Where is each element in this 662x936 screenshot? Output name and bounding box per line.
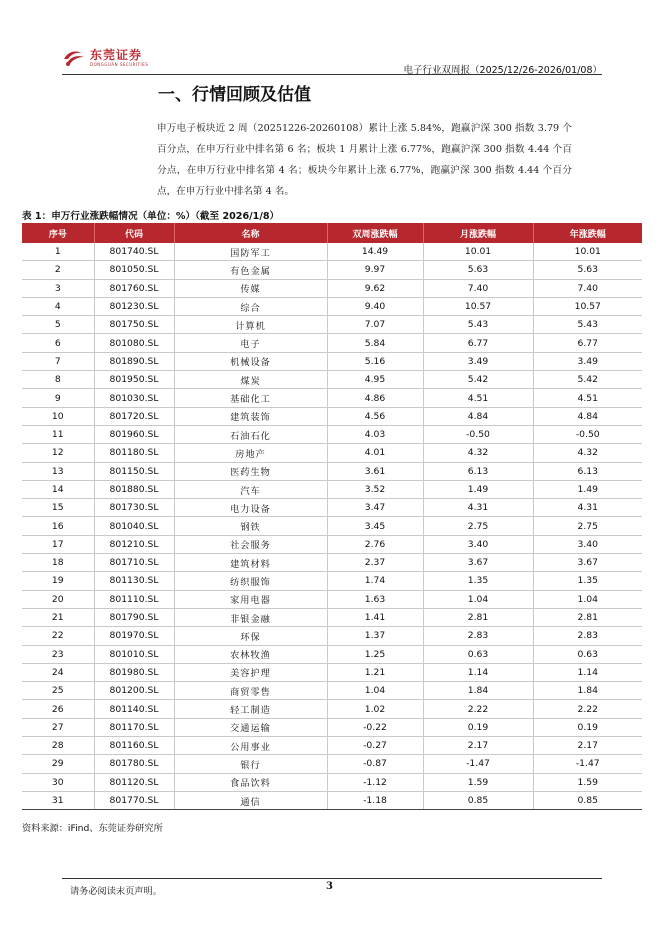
table-cell: 801960.SL <box>94 425 174 443</box>
table-cell: 机械设备 <box>174 352 327 370</box>
table-body <box>22 243 642 810</box>
table-cell: 5.42 <box>423 371 533 389</box>
table-cell: 2.76 <box>327 535 423 553</box>
table-cell: 801150.SL <box>94 462 174 480</box>
table-cell: 801950.SL <box>94 371 174 389</box>
table-cell: 3.49 <box>533 352 642 370</box>
table-cell: 3.49 <box>423 352 533 370</box>
table-cell: 5 <box>22 316 94 334</box>
table-row <box>22 572 642 590</box>
table-cell: 801980.SL <box>94 663 174 681</box>
table-cell: 8 <box>22 371 94 389</box>
table-cell: 11 <box>22 425 94 443</box>
table-caption: 表 1：申万行业涨跌幅情况（单位：%）（截至 2026/1/8） <box>22 211 280 222</box>
table-cell: 2.81 <box>533 608 642 626</box>
table-cell: 4.32 <box>533 444 642 462</box>
table-cell: 801030.SL <box>94 389 174 407</box>
table-cell: 2.17 <box>423 737 533 755</box>
table-cell: 24 <box>22 663 94 681</box>
table-cell: 3.67 <box>423 554 533 572</box>
table-row <box>22 462 642 480</box>
table-cell: 5.63 <box>423 261 533 279</box>
table-cell: 3.52 <box>327 480 423 498</box>
table-cell: 综合 <box>174 297 327 315</box>
column-header: 双周涨跌幅 <box>327 223 423 243</box>
table-cell: 10.01 <box>533 243 642 261</box>
table-cell: 801230.SL <box>94 297 174 315</box>
table-cell: 28 <box>22 737 94 755</box>
table-cell: 1.35 <box>423 572 533 590</box>
table-cell: 801880.SL <box>94 480 174 498</box>
table-cell: 801890.SL <box>94 352 174 370</box>
table-cell: 1.63 <box>327 590 423 608</box>
table-row <box>22 371 642 389</box>
table-cell: 0.85 <box>423 791 533 809</box>
table-cell: 4.51 <box>423 389 533 407</box>
table-cell: 2.17 <box>533 737 642 755</box>
table-cell: 0.63 <box>533 645 642 663</box>
table-cell: 12 <box>22 444 94 462</box>
table-cell: 2.37 <box>327 554 423 572</box>
table-row <box>22 700 642 718</box>
table-cell: 801710.SL <box>94 554 174 572</box>
table-cell: 801970.SL <box>94 627 174 645</box>
table-cell: 公用事业 <box>174 737 327 755</box>
table-cell: -1.47 <box>423 755 533 773</box>
table-row <box>22 334 642 352</box>
table-cell: 5.84 <box>327 334 423 352</box>
table-cell: 1.21 <box>327 663 423 681</box>
table-cell: -0.27 <box>327 737 423 755</box>
table-cell: 27 <box>22 718 94 736</box>
table-cell: 4.03 <box>327 425 423 443</box>
table-cell: 801140.SL <box>94 700 174 718</box>
column-header: 序号 <box>22 223 94 243</box>
table-cell: 2.75 <box>533 517 642 535</box>
table-row <box>22 682 642 700</box>
table-cell: 801010.SL <box>94 645 174 663</box>
table-cell: 5.43 <box>423 316 533 334</box>
table-cell: 商贸零售 <box>174 682 327 700</box>
table-cell: 801170.SL <box>94 718 174 736</box>
table-cell: 801790.SL <box>94 608 174 626</box>
table-cell: 农林牧渔 <box>174 645 327 663</box>
table-row <box>22 389 642 407</box>
table-cell: 2.22 <box>423 700 533 718</box>
table-cell: 25 <box>22 682 94 700</box>
table-cell: 6.13 <box>423 462 533 480</box>
table-cell: 3 <box>22 279 94 297</box>
table-cell: 7.07 <box>327 316 423 334</box>
table-cell: 31 <box>22 791 94 809</box>
table-cell: 10.01 <box>423 243 533 261</box>
table-cell: 家用电器 <box>174 590 327 608</box>
table-cell: 3.45 <box>327 517 423 535</box>
logo-cn: 东莞证券 <box>90 47 143 62</box>
table-row <box>22 243 642 261</box>
table-header-row <box>22 223 642 243</box>
table-cell: 26 <box>22 700 94 718</box>
table-cell: 16 <box>22 517 94 535</box>
table-cell: 0.63 <box>423 645 533 663</box>
table-cell: 10.57 <box>533 297 642 315</box>
table-row <box>22 535 642 553</box>
table-cell: 9.62 <box>327 279 423 297</box>
table-cell: 2.75 <box>423 517 533 535</box>
table-cell: 1 <box>22 243 94 261</box>
table-cell: 6.77 <box>533 334 642 352</box>
column-header: 月涨跌幅 <box>423 223 533 243</box>
table-cell: 801120.SL <box>94 773 174 791</box>
table-cell: 1.84 <box>533 682 642 700</box>
table-cell: 6 <box>22 334 94 352</box>
table-cell: 7 <box>22 352 94 370</box>
table-cell: 0.19 <box>423 718 533 736</box>
table-row <box>22 444 642 462</box>
table-cell: 1.74 <box>327 572 423 590</box>
header-divider <box>62 74 602 75</box>
table-cell: 10.57 <box>423 297 533 315</box>
table-cell: 2.83 <box>533 627 642 645</box>
table-cell: 19 <box>22 572 94 590</box>
table-row <box>22 316 642 334</box>
table-cell: 有色金属 <box>174 261 327 279</box>
table-cell: -1.47 <box>533 755 642 773</box>
table-cell: 9 <box>22 389 94 407</box>
table-cell: -1.12 <box>327 773 423 791</box>
table-cell: 交通运输 <box>174 718 327 736</box>
page-number: 3 <box>326 881 333 892</box>
table-cell: 1.84 <box>423 682 533 700</box>
table-cell: 4.01 <box>327 444 423 462</box>
table-cell: 20 <box>22 590 94 608</box>
table-cell: 29 <box>22 755 94 773</box>
table-cell: 17 <box>22 535 94 553</box>
table-row <box>22 608 642 626</box>
table-cell: 1.49 <box>423 480 533 498</box>
table-cell: 801180.SL <box>94 444 174 462</box>
table-cell: 基础化工 <box>174 389 327 407</box>
table-cell: 非银金融 <box>174 608 327 626</box>
table-cell: 5.43 <box>533 316 642 334</box>
page-header <box>62 46 602 74</box>
company-logo <box>62 46 148 70</box>
table-cell: 801200.SL <box>94 682 174 700</box>
logo-en: DONGGUAN SECURITIES <box>90 61 149 67</box>
table-cell: 801760.SL <box>94 279 174 297</box>
table-row <box>22 499 642 517</box>
table-cell: 801730.SL <box>94 499 174 517</box>
table-cell: 社会服务 <box>174 535 327 553</box>
table-cell: -0.50 <box>533 425 642 443</box>
table-cell: 6.13 <box>533 462 642 480</box>
table-row <box>22 261 642 279</box>
table-cell: 15 <box>22 499 94 517</box>
table-cell: 钢铁 <box>174 517 327 535</box>
table-row <box>22 755 642 773</box>
table-cell: 801050.SL <box>94 261 174 279</box>
table-cell: 1.14 <box>533 663 642 681</box>
table-cell: 4.86 <box>327 389 423 407</box>
industry-performance-table <box>22 223 642 810</box>
table-cell: 7.40 <box>533 279 642 297</box>
table-cell: 7.40 <box>423 279 533 297</box>
table-cell: 通信 <box>174 791 327 809</box>
table-cell: 石油石化 <box>174 425 327 443</box>
table-cell: 801110.SL <box>94 590 174 608</box>
table-cell: 1.04 <box>327 682 423 700</box>
table-cell: 1.35 <box>533 572 642 590</box>
table-cell: 5.16 <box>327 352 423 370</box>
table-cell: 30 <box>22 773 94 791</box>
table-cell: 1.02 <box>327 700 423 718</box>
table-cell: 801130.SL <box>94 572 174 590</box>
table-cell: 0.19 <box>533 718 642 736</box>
table-cell: 3.40 <box>423 535 533 553</box>
table-cell: 2.22 <box>533 700 642 718</box>
table-row <box>22 279 642 297</box>
table-cell: 1.04 <box>423 590 533 608</box>
table-cell: 801740.SL <box>94 243 174 261</box>
table-cell: 6.77 <box>423 334 533 352</box>
table-cell: 0.85 <box>533 791 642 809</box>
table-row <box>22 663 642 681</box>
table-cell: 18 <box>22 554 94 572</box>
table-cell: 3.67 <box>533 554 642 572</box>
table-cell: 2.83 <box>423 627 533 645</box>
table-cell: 801780.SL <box>94 755 174 773</box>
table-cell: 3.40 <box>533 535 642 553</box>
table-cell: 9.97 <box>327 261 423 279</box>
table-cell: 食品饮料 <box>174 773 327 791</box>
table-cell: 5.42 <box>533 371 642 389</box>
table-cell: 电子 <box>174 334 327 352</box>
table-cell: 10 <box>22 407 94 425</box>
table-cell: 1.49 <box>533 480 642 498</box>
table-row <box>22 352 642 370</box>
column-header: 年涨跌幅 <box>533 223 642 243</box>
section-paragraph: 申万电子板块近 2 周（20251226-20260108）累计上涨 5.84%，跑赢沪深 300 指数 3.79 个百分点，在申万行业中排名第 6 名；板块 1 月累计上涨 6.77%，跑赢沪深 300 指数 4.44 个百分点，在申万行业中排名第 4 名；板块今年累计上涨 6.77%，跑赢沪深 300 指数 4.44 个百分点，在申万行业中排名第 4 名。 <box>157 123 572 197</box>
table-cell: 1.25 <box>327 645 423 663</box>
table-cell: 801720.SL <box>94 407 174 425</box>
table-row <box>22 773 642 791</box>
table-cell: -1.18 <box>327 791 423 809</box>
column-header: 代码 <box>94 223 174 243</box>
table-row <box>22 590 642 608</box>
table-cell: 22 <box>22 627 94 645</box>
table-cell: 14.49 <box>327 243 423 261</box>
table-row <box>22 297 642 315</box>
table-row <box>22 627 642 645</box>
table-cell: 4.56 <box>327 407 423 425</box>
table-cell: 房地产 <box>174 444 327 462</box>
table-cell: 801770.SL <box>94 791 174 809</box>
table-cell: 3.47 <box>327 499 423 517</box>
table-cell: 23 <box>22 645 94 663</box>
table-cell: 21 <box>22 608 94 626</box>
table-cell: 医药生物 <box>174 462 327 480</box>
table-row <box>22 407 642 425</box>
table-cell: 13 <box>22 462 94 480</box>
table-cell: 计算机 <box>174 316 327 334</box>
table-cell: 4.95 <box>327 371 423 389</box>
table-cell: 建筑材料 <box>174 554 327 572</box>
section-title: 一、行情回顾及估值 <box>158 85 311 105</box>
table-cell: 5.63 <box>533 261 642 279</box>
table-cell: 4.84 <box>533 407 642 425</box>
table-cell: 3.61 <box>327 462 423 480</box>
table-cell: 801160.SL <box>94 737 174 755</box>
table-cell: 环保 <box>174 627 327 645</box>
table-cell: 4 <box>22 297 94 315</box>
table-cell: 1.37 <box>327 627 423 645</box>
table-cell: 4.31 <box>423 499 533 517</box>
table-cell: 801080.SL <box>94 334 174 352</box>
table-cell: 1.04 <box>533 590 642 608</box>
table-cell: 801210.SL <box>94 535 174 553</box>
table-cell: 1.14 <box>423 663 533 681</box>
footer-disclaimer: 请务必阅读末页声明。 <box>70 886 162 897</box>
table-cell: 电力设备 <box>174 499 327 517</box>
table-cell: -0.50 <box>423 425 533 443</box>
column-header: 名称 <box>174 223 327 243</box>
table-row <box>22 480 642 498</box>
table-row <box>22 791 642 809</box>
table-cell: 4.51 <box>533 389 642 407</box>
table-cell: 4.84 <box>423 407 533 425</box>
table-cell: 银行 <box>174 755 327 773</box>
table-cell: 传媒 <box>174 279 327 297</box>
table-cell: 煤炭 <box>174 371 327 389</box>
table-cell: 2.81 <box>423 608 533 626</box>
report-title: 电子行业双周报（2025/12/26-2026/01/08） <box>403 65 602 76</box>
table-cell: 14 <box>22 480 94 498</box>
table-row <box>22 737 642 755</box>
footer-divider <box>62 878 602 879</box>
table-cell: 9.40 <box>327 297 423 315</box>
table-cell: 轻工制造 <box>174 700 327 718</box>
table-cell: 801750.SL <box>94 316 174 334</box>
table-cell: -0.22 <box>327 718 423 736</box>
table-cell: 801040.SL <box>94 517 174 535</box>
table-cell: 建筑装饰 <box>174 407 327 425</box>
table-cell: 2 <box>22 261 94 279</box>
table-cell: 1.59 <box>533 773 642 791</box>
table-row <box>22 645 642 663</box>
table-cell: 纺织服饰 <box>174 572 327 590</box>
table-cell: 1.41 <box>327 608 423 626</box>
table-source: 资料来源：iFind、东莞证券研究所 <box>22 823 163 834</box>
table-cell: 4.32 <box>423 444 533 462</box>
table-cell: 4.31 <box>533 499 642 517</box>
table-row <box>22 554 642 572</box>
table-cell: 国防军工 <box>174 243 327 261</box>
table-cell: 1.59 <box>423 773 533 791</box>
table-cell: -0.87 <box>327 755 423 773</box>
logo-mark-icon <box>62 49 86 67</box>
table-row <box>22 718 642 736</box>
table-row <box>22 517 642 535</box>
table-cell: 汽车 <box>174 480 327 498</box>
table-cell: 美容护理 <box>174 663 327 681</box>
table-row <box>22 425 642 443</box>
